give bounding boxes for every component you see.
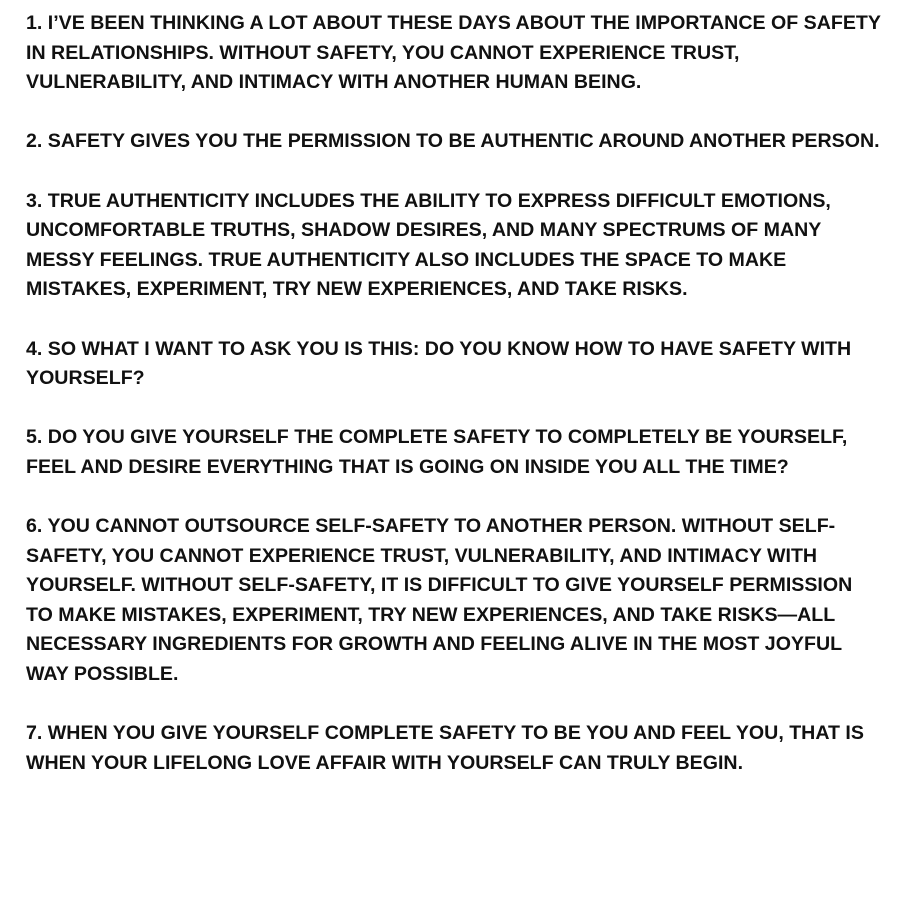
paragraph-text: WHEN YOU GIVE YOURSELF COMPLETE SAFETY TO BE YOU AND FEEL YOU, THAT IS WHEN YOUR LIFELONG LOVE AFFAIR WITH YOURSELF CAN TRULY BEGIN.	[26, 722, 864, 774]
paragraph-text: DO YOU GIVE YOURSELF THE COMPLETE SAFETY TO COMPLETELY BE YOURSELF, FEEL AND DESIRE EVERYTHING THAT IS GOING ON INSIDE YOU ALL THE TIME?	[26, 426, 848, 478]
paragraph-3	[26, 187, 882, 305]
paragraph-2	[26, 127, 882, 157]
paragraph-text: YOU CANNOT OUTSOURCE SELF-SAFETY TO ANOTHER PERSON. WITHOUT SELF-SAFETY, YOU CANNOT EXPERIENCE TRUST, VULNERABILITY, AND INTIMACY WITH YOURSELF. WITHOUT SELF-SAFETY, IT IS DIFFICULT TO GIVE YOURSELF PERMISSION TO MAKE MISTAKES, EXPERIMENT, TRY NEW EXPERIENCES, AND TAKE RISKS—ALL NECESSARY INGREDIENTS FOR GROWTH AND FEELING ALIVE IN THE MOST JOYFUL WAY POSSIBLE.	[26, 515, 853, 686]
paragraph-number: 1.	[26, 12, 43, 34]
paragraph-5	[26, 423, 882, 482]
paragraph-7	[26, 719, 882, 778]
paragraph-text: I’VE BEEN THINKING A LOT ABOUT THESE DAYS ABOUT THE IMPORTANCE OF SAFETY IN RELATIONSHIPS. WITHOUT SAFETY, YOU CANNOT EXPERIENCE TRUST, VULNERABILITY, AND INTIMACY WITH ANOTHER HUMAN BEING.	[26, 12, 881, 94]
document-body	[26, 9, 882, 778]
paragraph-number: 5.	[26, 426, 43, 449]
paragraph-number: 2.	[26, 130, 43, 153]
paragraph-text: SO WHAT I WANT TO ASK YOU IS THIS: DO YOU KNOW HOW TO HAVE SAFETY WITH YOURSELF?	[26, 337, 852, 390]
paragraph-text: TRUE AUTHENTICITY INCLUDES THE ABILITY TO EXPRESS DIFFICULT EMOTIONS, UNCOMFORTABLE TRUTHS, SHADOW DESIRES, AND MANY SPECTRUMS OF MANY MESSY FEELINGS. TRUE AUTHENTICITY ALSO INCLUDES THE SPACE TO MAKE MISTAKES, EXPERIMENT, TRY NEW EXPERIENCES, AND TAKE RISKS.	[26, 189, 831, 301]
paragraph-number: 7.	[26, 722, 43, 745]
paragraph-number: 3.	[26, 189, 43, 212]
paragraph-4	[26, 335, 882, 394]
paragraph-6	[26, 512, 882, 690]
paragraph-number: 4.	[26, 337, 43, 360]
paragraph-number: 6.	[26, 515, 43, 538]
paragraph-1	[26, 9, 882, 98]
paragraph-text: SAFETY GIVES YOU THE PERMISSION TO BE AUTHENTIC AROUND ANOTHER PERSON.	[47, 130, 880, 153]
